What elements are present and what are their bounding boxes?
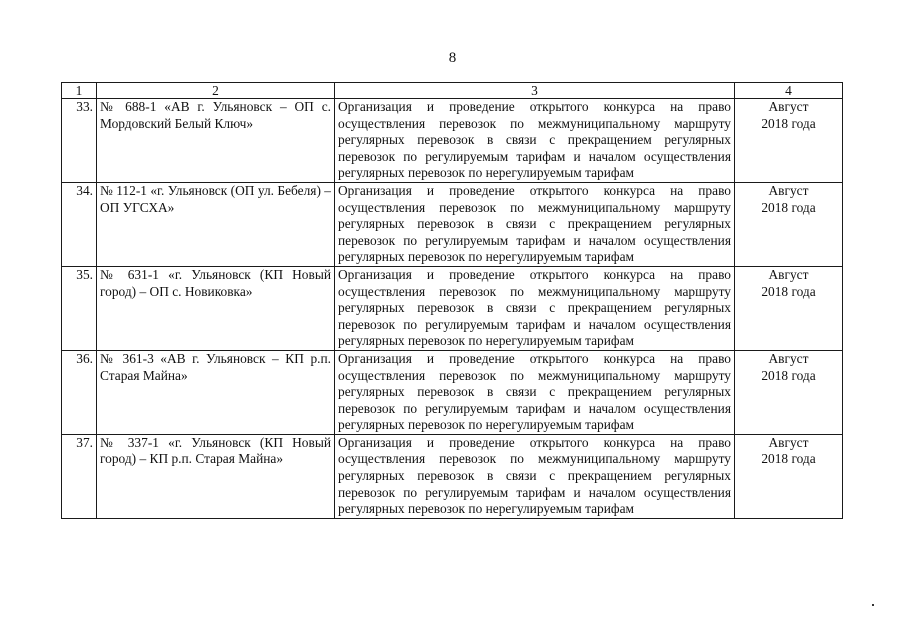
row-number: 37. — [62, 434, 97, 518]
tender-description: Организация и проведение открытого конкурса на право осуществления перевозок по межмуниципальному маршруту регулярных перевозок в связи с прекращением регулярных перевозок по регулируемым тарифам и началом осуществления регулярных перевозок по нерегулируемым тарифам — [335, 182, 735, 266]
date-month: Август — [768, 350, 809, 366]
tender-description: Организация и проведение открытого конкурса на право осуществления перевозок по межмуниципальному маршруту регулярных перевозок в связи с прекращением регулярных перевозок по регулируемым тарифам и началом осуществления регулярных перевозок по нерегулируемым тарифам — [335, 434, 735, 518]
route-name: № 631-1 «г. Ульяновск (КП Новый город) – ОП с. Новиковка» — [97, 266, 335, 350]
date-month: Август — [768, 266, 809, 282]
date-month: Август — [768, 99, 809, 114]
table-row — [62, 99, 843, 183]
date-year: 2018 года — [761, 283, 816, 299]
tender-description: Организация и проведение открытого конкурса на право осуществления перевозок по межмуниципальному маршруту регулярных перевозок в связи с прекращением регулярных перевозок по регулируемым тарифам и началом осуществления регулярных перевозок по нерегулируемым тарифам — [335, 99, 735, 183]
tender-date — [735, 434, 843, 518]
table-row — [62, 434, 843, 518]
header-col-4: 4 — [735, 83, 843, 99]
table-row — [62, 266, 843, 350]
header-col-3: 3 — [335, 83, 735, 99]
row-number: 35. — [62, 266, 97, 350]
row-number: 34. — [62, 182, 97, 266]
tender-date — [735, 99, 843, 183]
tender-date — [735, 266, 843, 350]
row-number: 36. — [62, 350, 97, 434]
route-name: № 361-3 «АВ г. Ульяновск – КП р.п. Старая Майна» — [97, 350, 335, 434]
header-col-2: 2 — [97, 83, 335, 99]
table-row — [62, 182, 843, 266]
tender-schedule-table — [61, 82, 843, 519]
route-name: № 337-1 «г. Ульяновск (КП Новый город) – КП р.п. Старая Майна» — [97, 434, 335, 518]
date-month: Август — [768, 182, 809, 198]
tender-description: Организация и проведение открытого конкурса на право осуществления перевозок по межмуниципальному маршруту регулярных перевозок в связи с прекращением регулярных перевозок по регулируемым тарифам и началом осуществления регулярных перевозок по нерегулируемым тарифам — [335, 266, 735, 350]
route-name: № 688-1 «АВ г. Ульяновск – ОП с. Мордовский Белый Ключ» — [97, 99, 335, 183]
table-row — [62, 350, 843, 434]
page-number: 8 — [448, 50, 457, 66]
date-month: Август — [768, 434, 809, 450]
scan-speck — [872, 604, 874, 606]
date-year: 2018 года — [761, 367, 816, 383]
tender-description: Организация и проведение открытого конкурса на право осуществления перевозок по межмуниципальному маршруту регулярных перевозок в связи с прекращением регулярных перевозок по регулируемым тарифам и началом осуществления регулярных перевозок по нерегулируемым тарифам — [335, 350, 735, 434]
date-year: 2018 года — [761, 199, 816, 215]
date-year: 2018 года — [761, 115, 816, 131]
date-year: 2018 года — [761, 451, 816, 467]
table-header-row — [62, 83, 843, 99]
header-col-1: 1 — [62, 83, 97, 99]
row-number: 33. — [62, 99, 97, 183]
tender-date — [735, 350, 843, 434]
tender-date — [735, 182, 843, 266]
route-name: № 112-1 «г. Ульяновск (ОП ул. Бебеля) – ОП УГСХА» — [97, 182, 335, 266]
